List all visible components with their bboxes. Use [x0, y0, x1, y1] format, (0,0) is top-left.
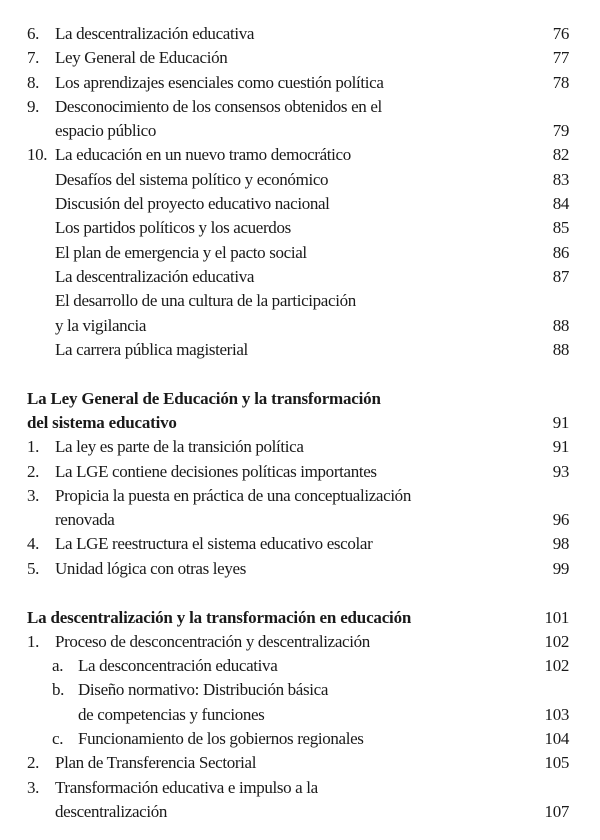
entry-title: Unidad lógica con otras leyes: [55, 558, 246, 578]
entry-line: [0, 46, 600, 70]
entry-title: Los aprendizajes esenciales como cuestión política: [55, 72, 384, 92]
entry-title: La ley es parte de la transición política: [55, 437, 304, 457]
entry-title: La descentralización educativa: [55, 266, 255, 286]
entry-line: [0, 168, 600, 192]
entry-line: [0, 654, 600, 678]
page-number: 102: [544, 656, 569, 676]
entry-line: [0, 484, 600, 508]
entry-title: Diseño normativo: Distribución básica: [78, 680, 329, 700]
entry-line: [0, 338, 600, 362]
entry-title: Funcionamiento de los gobiernos regionales: [78, 729, 364, 749]
page-number: 103: [544, 704, 569, 724]
entry-line: [0, 95, 600, 119]
entry-number: 8.: [27, 72, 40, 92]
entry-number: 6.: [27, 24, 40, 43]
entry-title: La carrera pública magisterial: [55, 339, 248, 359]
entry-line: [0, 314, 600, 338]
page-number: 96: [552, 510, 569, 530]
entry-title: Propicia la puesta en práctica de una conceptualización: [55, 485, 411, 505]
page-number: 85: [552, 218, 569, 238]
entry-line: [0, 241, 600, 265]
toc-section: [0, 22, 600, 362]
entry-line: [0, 143, 600, 167]
toc-entry: [0, 71, 600, 95]
entry-title: La LGE contiene decisiones políticas importantes: [55, 461, 377, 481]
toc-entry: [0, 192, 600, 216]
heading-line: [0, 411, 600, 435]
heading-line: [0, 387, 600, 411]
toc-entry: [0, 95, 600, 144]
section-spacer: [0, 581, 600, 606]
entry-title: renovada: [55, 510, 115, 530]
entry-line: [0, 22, 600, 46]
heading-line: [0, 606, 600, 630]
heading-text: La descentralización y la transformación en educación: [27, 607, 412, 627]
page-number: 79: [552, 121, 569, 141]
page-number: 83: [552, 169, 569, 189]
entry-number: 1.: [27, 631, 40, 651]
entry-line: [0, 678, 600, 702]
entry-number: 9.: [27, 96, 40, 116]
toc-entry: [0, 435, 600, 459]
page-number: 77: [552, 48, 569, 68]
toc-section: [0, 362, 600, 581]
page-number: 84: [552, 194, 569, 214]
entry-line: [0, 703, 600, 727]
entry-title: Discusión del proyecto educativo nacional: [55, 194, 330, 214]
entry-line: [0, 776, 600, 800]
entry-line: [0, 289, 600, 313]
page-number: 105: [544, 753, 569, 773]
page-number: 101: [544, 607, 569, 627]
entry-title: de competencias y funciones: [78, 704, 265, 724]
entry-title: Proceso de desconcentración y descentralización: [55, 631, 370, 651]
entry-title: Desafíos del sistema político y económico: [55, 169, 329, 189]
entry-number: 7.: [27, 48, 40, 68]
entry-number: 1.: [27, 437, 40, 457]
toc-entry: [0, 484, 600, 533]
page-number: 107: [544, 801, 569, 821]
heading-text: La Ley General de Educación y la transformación: [27, 388, 381, 408]
entry-line: [0, 265, 600, 289]
entry-number: 5.: [27, 558, 40, 578]
entry-title: Plan de Transferencia Sectorial: [55, 753, 257, 773]
entry-line: [0, 727, 600, 751]
section-heading: [0, 387, 600, 436]
entry-line: [0, 460, 600, 484]
page-number: 98: [552, 534, 569, 554]
page-number: 91: [552, 412, 569, 432]
toc-entry: [0, 654, 600, 678]
entry-number: a.: [52, 656, 64, 676]
toc-entry: [0, 168, 600, 192]
section-spacer: [0, 362, 600, 387]
toc-entry: [0, 727, 600, 751]
page-number: 88: [552, 339, 569, 359]
toc-entry: [0, 630, 600, 654]
entry-line: [0, 800, 600, 824]
entry-number: b.: [52, 680, 65, 700]
entry-number: 4.: [27, 534, 40, 554]
entry-title: El desarrollo de una cultura de la participación: [55, 291, 356, 311]
entry-number: 10.: [27, 145, 48, 165]
page-number: 76: [552, 24, 569, 43]
entry-line: [0, 508, 600, 532]
page-number: 78: [552, 72, 569, 92]
entry-title: Desconocimiento de los consensos obtenidos en el: [55, 96, 382, 116]
page-number: 104: [544, 729, 569, 749]
entry-title: La desconcentración educativa: [78, 656, 278, 676]
entry-line: [0, 435, 600, 459]
page-number: 102: [544, 631, 569, 651]
page-number: 93: [552, 461, 569, 481]
entry-number: 2.: [27, 753, 40, 773]
toc-entry: [0, 532, 600, 556]
page-number: 86: [552, 242, 569, 262]
entry-title: Transformación educativa e impulso a la: [55, 777, 318, 797]
entry-line: [0, 557, 600, 581]
entry-title: El plan de emergencia y el pacto social: [55, 242, 307, 262]
entry-line: [0, 216, 600, 240]
entry-line: [0, 119, 600, 143]
entry-title: espacio público: [55, 121, 156, 141]
entry-number: 3.: [27, 777, 40, 797]
toc-entry: [0, 751, 600, 775]
toc-entry: [0, 22, 600, 46]
entry-line: [0, 532, 600, 556]
entry-title: y la vigilancia: [55, 315, 147, 335]
toc-entry: [0, 46, 600, 70]
page-number: 87: [552, 266, 569, 286]
table-of-contents: [0, 22, 600, 824]
entry-line: [0, 192, 600, 216]
toc-entry: [0, 460, 600, 484]
entry-line: [0, 630, 600, 654]
toc-section: [0, 581, 600, 824]
toc-entry: [0, 289, 600, 338]
page-number: 88: [552, 315, 569, 335]
entry-number: 3.: [27, 485, 40, 505]
section-heading: [0, 606, 600, 630]
entry-title: La descentralización educativa: [55, 24, 255, 43]
toc-entry: [0, 557, 600, 581]
toc-entry: [0, 265, 600, 289]
entry-line: [0, 71, 600, 95]
entry-line: [0, 751, 600, 775]
heading-text: del sistema educativo: [27, 412, 177, 432]
entry-title: La educación en un nuevo tramo democrático: [55, 145, 351, 165]
page-number: 99: [552, 558, 569, 578]
entry-title: La LGE reestructura el sistema educativo escolar: [55, 534, 373, 554]
toc-entry: [0, 216, 600, 240]
page-number: 91: [552, 437, 569, 457]
toc-entry: [0, 678, 600, 727]
entry-title: Los partidos políticos y los acuerdos: [55, 218, 291, 238]
entry-title: descentralización: [55, 801, 168, 821]
toc-entry: [0, 143, 600, 167]
toc-entry: [0, 776, 600, 825]
page-number: 82: [552, 145, 569, 165]
entry-number: c.: [52, 729, 64, 749]
entry-title: Ley General de Educación: [55, 48, 228, 68]
toc-entry: [0, 338, 600, 362]
toc-entry: [0, 241, 600, 265]
entry-number: 2.: [27, 461, 40, 481]
